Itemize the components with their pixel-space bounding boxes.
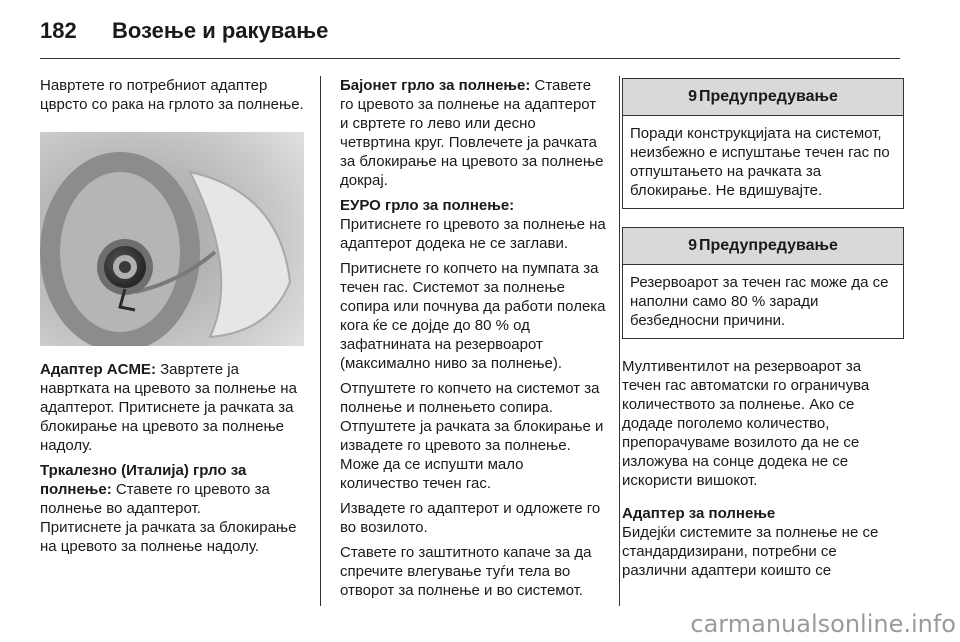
column-divider-2 <box>619 76 620 606</box>
bayonet-label: Бајонет грло за полнење: <box>340 77 531 94</box>
section-title: Возење и ракување <box>112 18 329 43</box>
acme-text: Завртете ја навртката на цревото за полнење на адаптерот. Притиснете ја рачката за блокирање на цревото за полнење надолу. <box>40 361 297 454</box>
warning-icon: 9 <box>688 237 697 254</box>
bayonet-text: Ставете го цревото за полнење на адаптерот и свртете го лево или десно четвртина круг. Повлечете ја рачката за блокирање на цревото за полнење докрај. <box>340 77 604 189</box>
multivalve-paragraph: Мултивентилот на резервоарот за течен гас автоматски го ограничува количеството за полнење. Ако се додаде поголемо количество, препорачуваме возилото да не се изложува на сонце додека не се искористи вишокот. <box>622 358 870 489</box>
adapter-label: Адаптер за полнење <box>622 505 776 522</box>
cap-paragraph: Ставете го заштитното капаче за да спречите влегување туѓи тела во отворот за полнење и во системот. <box>340 544 592 599</box>
column-3 <box>622 78 904 586</box>
acme-paragraph <box>40 360 304 455</box>
bayonet-paragraph <box>340 76 606 190</box>
page-number: 182 <box>40 18 77 43</box>
warning-text-2: Резервоарот за течен гас може да се наполни само 80 % заради безбедносни причини. <box>630 274 889 329</box>
pump-paragraph: Притиснете го копчето на пумпата за течен гас. Системот за полнење сопира или почнува да работи полека кога ќе се дојде до 80 % од зафатнината на резервоарот (максимално ниво за полнење). <box>340 260 606 372</box>
italy-paragraph <box>40 461 304 518</box>
column-2 <box>340 76 606 606</box>
fuel-filler-photo <box>40 132 304 346</box>
euro-label: ЕУРО грло за полнење: <box>340 197 515 214</box>
euro-text: Притиснете го цревото за полнење на адаптерот додека не се заглави. <box>340 216 606 252</box>
warning-header-1 <box>623 79 903 116</box>
warning-icon: 9 <box>688 88 697 105</box>
adapter-text: Бидејќи системите за полнење не се стандардизирани, потребни се различни адаптери коишто се <box>622 524 879 579</box>
watermark: carmanualsonline.info <box>690 610 956 638</box>
header-rule <box>40 58 900 59</box>
release-paragraph: Отпуштете го копчето на системот за полнење и полнењето сопира. Отпуштете ја рачката за блокирање и извадете го цревото за полнење. Може да се испушти мало количество течен гас. <box>340 380 604 492</box>
italy-paragraph-2: Притиснете ја рачката за блокирање на цревото за полнење надолу. <box>40 519 297 555</box>
italy-label: Тркалезно (Италија) грло за полнење: <box>40 462 247 498</box>
warning-title-1: Предупредување <box>698 88 838 105</box>
warning-box-1 <box>622 78 904 209</box>
warning-header-2 <box>623 228 903 265</box>
italy-text: Ставете го цревото за полнење во адаптерот. <box>40 481 270 517</box>
intro-paragraph: Навртете го потребниот адаптер цврсто со рака на грлото за полнење. <box>40 77 304 113</box>
warning-text-1: Поради конструкцијата на системот, неизбежно е испуштање течен гас по отпуштањето на рачката за блокирање. Не вдишувајте. <box>630 125 890 199</box>
acme-label: Адаптер ACME: <box>40 361 156 378</box>
warning-box-2 <box>622 227 904 339</box>
euro-paragraph <box>340 196 606 253</box>
adapter-paragraph <box>622 504 904 580</box>
remove-paragraph: Извадете го адаптерот и одложете го во возилото. <box>340 500 601 536</box>
fuel-filler-illustration <box>40 132 304 346</box>
column-1 <box>40 76 304 562</box>
column-divider-1 <box>320 76 321 606</box>
warning-title-2: Предупредување <box>698 237 838 254</box>
